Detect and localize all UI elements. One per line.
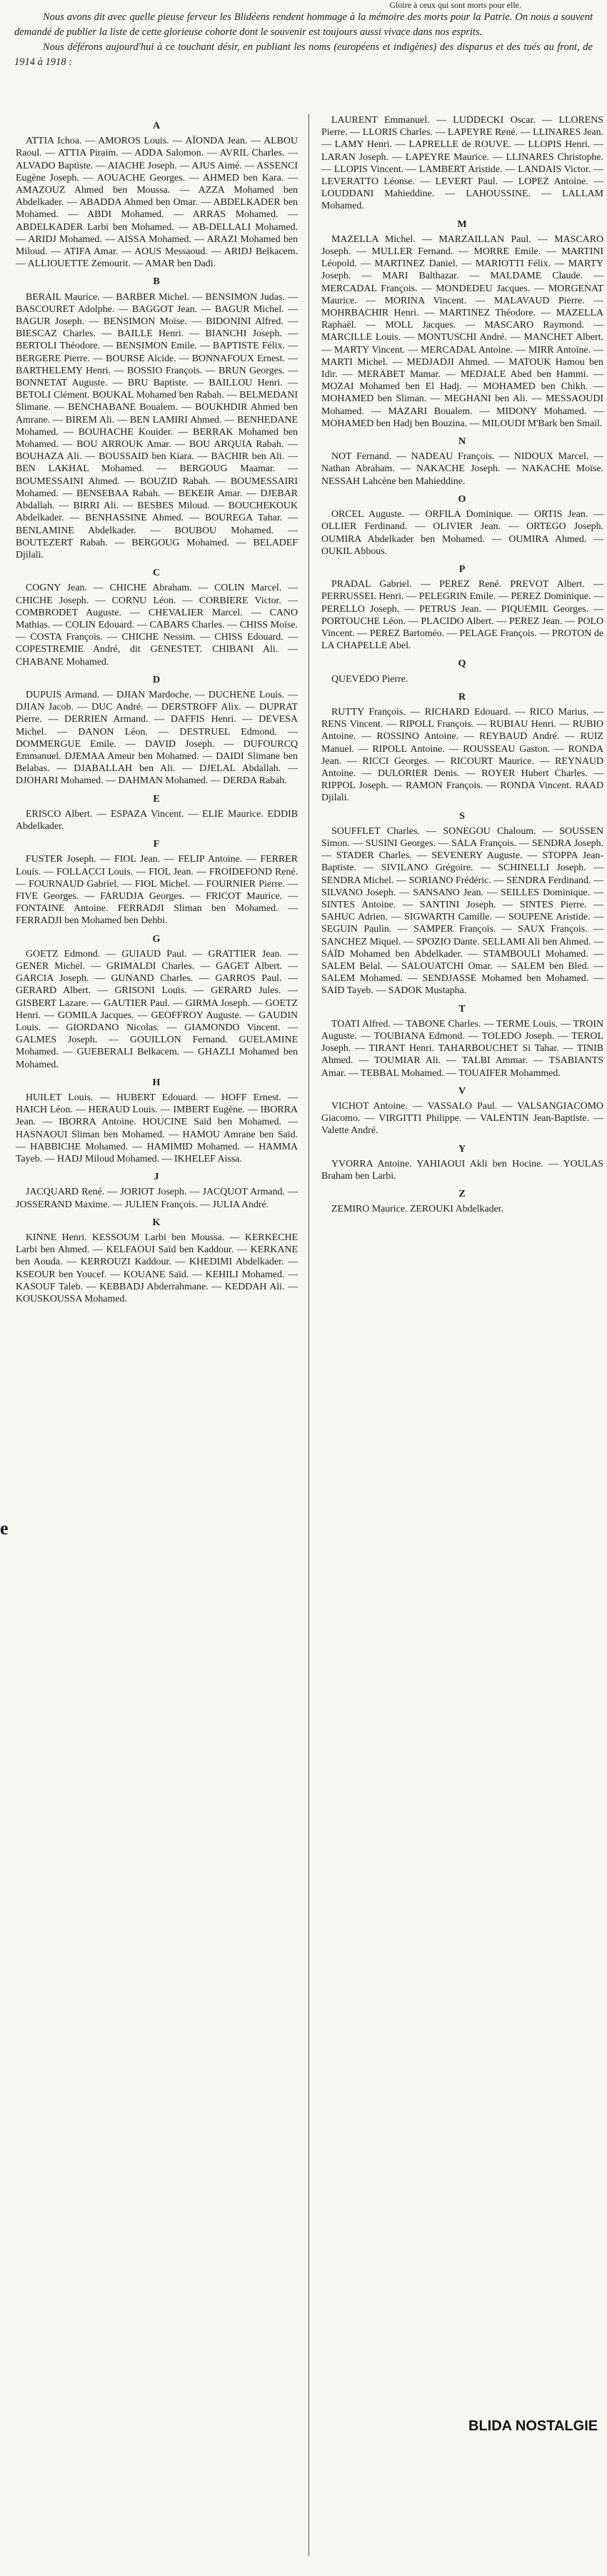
- column-divider: [308, 114, 309, 2556]
- section-letter-m: M: [457, 218, 468, 230]
- section-letter-g: G: [152, 933, 161, 945]
- header-text: Gloire à ceux qui sont morts pour elle.: [389, 0, 521, 10]
- section-names-b: BERAIL Maurice. — BARBER Michel. — BENSIMON Judas. — BASCOURET Adolphe. — BAGGOT Jean. — BAGUR Michel. — BAGUR Joseph. — BENSIMON Moïse. — BIDONINI Alfred. — BIESCAZ Charles. — BAILLE Henri. — BIANCHI Joseph. — BERTOLI Théodore. — BENSIMON Emile. — BAPTISTE Félix. — BERGERE Pierre. — BOURSE Alcide. — BONNAFOUX Ernest. — BARTHELEMY Henri. — BOSSIO François. — BRUN Georges. — BONNETAT Auguste. — BRU Baptiste. — BAILLOU Henri. — BETOLI Clément. BOUKAL Mohamed ben Rabah. — BELMEDANI Slimane. — BENCHABANE Boualem. — BOUKHDIR Ahmed ben Amrane. — BIREM Ali. — BEN LAMIRI Ahmed. — BENHEDANE Mohamed. — BOUHACHE Kouider. — BERRAK Mohamed ben Mohamed. — BOU ARROUK Amar. — BOU ARQUIA Rabah. — BOUHAZA Ali. — BOUSSAID ben Kiara. — BACHIR ben Ali. — BEN LAKHAL Mohamed. — BERGOUG Maamar. — BOUMESSAINI Ahmed. — BOUZID Rabah. — BOUMESSAIRI Mohamed. — BENSEBAA Rabah. — BEKEIR Amar. — DJEBAR Abdallah. — BIRRI Ali. — BESBES Miloud. — BOUCHEKOUK Abdelkader. — BENHASSINE Ahmed. — BOUREGA Tahar. — BENLAMINE Abdelkader. — BOUBOU Mohamed. — BOUTEZERT Rabah. — BERGOUG Mohamed. — BELADEF Djilali.: [16, 291, 298, 560]
- section-t: [321, 1003, 603, 1080]
- section-names-h: HUILET Louis. — HUBERT Edouard. — HOFF Ernest. — HAICH Léon. — HERAUD Louis. — IMBERT Eugène. — IBORRA Jean. — IBORRA Antoine. HOUCINE Saïd ben Mohamed. — HASNAOUI Sliman ben Mohamed. — HAMOU Amrane ben Saïd. — HABBICHE Mohamed. — HAMIMID Mohamed. — HAMMA Tayeb. — HADJ Miloud Mohamed. — IKHELEF Aissa.: [16, 1092, 298, 1165]
- section-y: [321, 1143, 603, 1183]
- section-letter-z: Z: [458, 1189, 466, 1200]
- section-letter-y: Y: [458, 1143, 467, 1154]
- section-z: [321, 1188, 603, 1215]
- section-o: [321, 493, 603, 558]
- section-h: [16, 1077, 298, 1165]
- right-column: [321, 114, 603, 1216]
- section-letter-k: K: [152, 1217, 161, 1228]
- section-a: [16, 120, 298, 270]
- section-q: [321, 658, 603, 685]
- left-column: [16, 114, 298, 1305]
- section-names-g: GOETZ Edmond. — GUIAUD Paul. — GRATTIER Jean. — GENER Michel. — GRIMALDI Charles. — GAGET Albert. — GARCIA Joseph. — GUNAND Charles. — GARROS Paul. — GERARD Albert. — GRISONI Louis. — GERARD Jules. — GISBERT Lazare. — GAUTIER Paul. — GIRMA Joseph. — GOETZ Henri. — GOMILA Jacques. — GEOFFROY Auguste. — GAUDIN Louis. — GIORDANO Nicolas. — GIAMONDO Vincent. — GALMES Joseph. — GOUILLON Fernand. GUELAMINE Mohamed. — GUEBERALI Belkacem. — GHAZLI Mohamed ben Mohamed.: [16, 948, 298, 1070]
- section-e: [16, 793, 298, 833]
- intro-paragraph-2: Nous déférons aujourd'hui à ce touchant désir, en publiant les noms (européens et indigènes) des disparus et des tués au front, de 1914 à 1918 :: [14, 41, 593, 68]
- section-letter-a: A: [152, 121, 161, 131]
- section-names-r: RUTTY François. — RICHARD Edouard. — RICO Marius. — RENS Vincent. — RIPOLL François. — RUBIAU Henri. — RUBIO Antoine. — ROSSINO Antoine. — REYBAUD André. — RUIZ Manuel. — RIPOLL Antoine. — ROUSSEAU Gaston. — RONDA Jean. — RICCI Georges. — RICOURT Maurice. — REYNAUD Antoine. — DULORIER Denis. — ROYER Hubert Charles. — RIPPOL Joseph. — RAMON François. — RONDA Vincent. RAAD Djilali.: [321, 706, 603, 804]
- section-letter-f: F: [153, 839, 161, 850]
- section-d: [16, 674, 298, 788]
- section-names-n: NOT Fernand. — NADEAU François. — NIDOUX Marcel. — Nathan Abraham. — NAKACHE Joseph. — NAKACHE Moïse. NESSAH Lahcène ben Mahieddine.: [321, 451, 603, 487]
- section-p: [321, 563, 603, 652]
- section-letter-e: E: [153, 793, 161, 805]
- section-names-k: KINNE Henri. KESSOUM Larbi ben Moussa. — KERKECHE Larbi ben Ahmed. — KELFAOUI Saïd ben Kaddour. — KERKANE ben Aouda. — KERROUZI Kaddour. — KHEDIMI Abdelkader. — KSEOUR ben Youcef. — KOUANE Saïd. — KEHILI Mohamed. — KASOUF Taleb. — KEBBADJ Abderrahmane. — KEDDAH Ali. — KOUSKOUSSA Mohamed.: [16, 1232, 298, 1305]
- section-names-l: LAURENT Emmanuel. — LUDDECKI Oscar. — LLORENS Pierre. — LLORIS Charles. — LAPEYRE René. — LLINARES Jean. — LAMY Henri. — LAPRELLE de ROUVE. — LLOPIS Henri. — LARAN Joseph. — LAPEYRE Maurice. — LLINARES Christophe. — LLOPIS Vincent. — LAMBERT Aristide. — LANDAIS Victor. — LEVERATTO Léonse. — LEVERT Paul. — LOPEZ Antoine. — LOUDDANI Mahieddine. — LAHOUSSINE. — LALLAM Mohamed.: [321, 115, 603, 212]
- section-names-p: PRADAL Gabriel. — PEREZ René. PREVOT Albert. — PERRUSSEL Henri. — PELEGRIN Emile. — PEREZ Dominique. — PERELLO Joseph. — PETRUS Jean. — PIQUEMIL Georges. — PORTOUCHE Léon. — PLACIDO Albert. — PEREZ Jean. — POLO Vincent. — PEREZ Bartoméo. — PELAGE François. — PROTON de LA CHAPELLE Abel.: [321, 579, 603, 652]
- section-names-s: SOUFFLET Charles. — SONEGOU Chaloum. — SOUSSEN Simon. — SUSINI Georges. — SALA François. — SENDRA Joseph. — STADER Charles. — SEVENERY Auguste. — STOPPA Jean-Baptiste. — SIVILANO Grégoire. — SCHINELLI Joseph. — SENDRA Michel. — SORIANO Frédéric. — SENDRA Ferdinand. — SILVANO Joseph. — SANSANO Jean. — SEILLES Dominique. — SINTES Antoine. — SANTINI Joseph. — SINTES Pierre. — SAHUC Adrien. — SIGWARTH Camille. — SOUPENE Aristide. — SEGUIN Paulin. — SAMPER François. — SAUX François. — SANCHEZ Miquel. — SPOZIO Dante. SELLAMI Ali ben Ahmed. — SAÏD Mohamed ben Abdelkader. — STAMBOULI Mohamed. — SALEM Belal. — SALOUATCHI Omar. — SALEM ben Bled. — SALEM Mohamed. — SENDJASSE Mohamed ben Mohamed. — SAID Tayeb. — SADOK Mustapha.: [321, 825, 603, 997]
- section-names-d: DUPUIS Armand. — DJIAN Mardoche. — DUCHENE Louis. — DJIAN Jacob. — DUC André. — DERSTROFF Alix. — DUPRAT Pierre. — DERRIEN Armand. — DAFFIS Henri. — DEVESA Michel. — DANON Léon. — DESTRUEL Edmond. — DOMMERGUE Emile. — DAVID Joseph. — DUFOURCQ Emmanuel. DJEMAA Ameur ben Mohamed. — DAIDI Slimane ben Belabas. — DJABALLAH ben Ali. — DJELAL Abdallah. — DJOHARI Mohamed. — DAHMAN Mohamed. — DERDA Rabah.: [16, 689, 298, 787]
- section-letter-c: C: [152, 568, 161, 579]
- section-names-q: QUEVEDO Pierre.: [331, 673, 408, 685]
- section-names-e: ERISCO Albert. — ESPAZA Vincent. — ELIE Maurice. EDDIB Abdelkader.: [16, 808, 298, 832]
- section-v: [321, 1085, 603, 1137]
- section-l: [321, 114, 603, 213]
- section-r: [321, 691, 603, 805]
- section-letter-s: S: [459, 810, 466, 822]
- section-letter-d: D: [152, 674, 161, 685]
- section-names-z: ZEMIRO Maurice. ZEROUKI Abdelkader.: [331, 1204, 504, 1215]
- section-names-t: TOATI Alfred. — TABONE Charles. — TERME Louis. — TROIN Auguste. — TOUBIANA Edmond. — TOLEDO Joseph. — TEROL Joseph. — TIRANT Henri. TAHARBOUCHET Si Tahar. — TINIB Ahmed. — TOUMIAR Ali. — TALBI Ammar. — TSABIANTS Amar. — TEBBAL Mohamed. — TOUAIFER Mohammed.: [321, 1018, 603, 1079]
- section-names-y: YVORRA Antoine. YAHIAOUI Akli ben Hocine. — YOULAS Braham ben Larbi.: [321, 1158, 603, 1182]
- section-names-v: VICHOT Antoine. — VASSALO Paul. — VALSANGIACOMO Giacomo. — VIRGITTI Philippe. — VALENTIN Jean-Baptiste. — Valette André.: [321, 1101, 603, 1137]
- section-letter-r: R: [458, 691, 467, 703]
- section-names-f: FUSTER Joseph. — FIOL Jean. — FELIP Antoine. — FERRER Louis. — FOLLACCI Louis. — FIOL Jean. — FROIDEFOND René. — FOURNAUD Gabriel. — FIOL Michel. — FOURNIER Pierre. — FIVE Georges. — FARUDJA Georges. — FRICOT Maurice. — FONTAINE Antoine. FERRADJI Sliman ben Mohamed. — FERRADJI ben Mohamed ben Dehbi.: [16, 854, 298, 927]
- header-line: [0, 0, 607, 10]
- section-s: [321, 810, 603, 997]
- watermark-stamp: BLIDA NOSTALGIE: [464, 2417, 602, 2436]
- section-k: [16, 1217, 298, 1305]
- section-letter-o: O: [458, 493, 467, 505]
- section-names-a: ATTIA Ichoa. — AMOROS Louis. — AÏONDA Jean. — ALBOU Raoul. — ATTIA Piraim. — ADDA Salomon. — AVRIL Charles. — ALVADO Baptiste. — AIACHE Joseph. — AJUS Aimé. — ASSENCI Eugène Joseph. — AOUACHE Georges. — AHMED ben Kara. — AMAZOUZ Ahmed ben Moussa. — AZZA Mohamed ben Abdelkader. — ABADDA Ahmed ben Omar. — ABDELKADER ben Mohamed. — ABDI Mohamed. — ARRAS Mohamed. — ABDELKADER Larbi ben Mohamed. — AB-DELLALI Mohamed. — ARIDJ Mohamed. — AISSA Mohamed. — ARAZI Mohamed ben Miloud. — ATIFA Amar. — AOUS Messaoud. — ARIDJ Belkacem. — ALLIOUETTE Zemourit. — AMAR ben Dadi.: [16, 136, 298, 270]
- section-f: [16, 838, 298, 927]
- section-names-m: MAZELLA Michel. — MARZAILLAN Paul. — MASCARO Joseph. — MULLER Fernand. — MORRE Emile. — MARTINI Léopold. — MARTINEZ Daniel. — MARIOTTI Félix. — MARTY Joseph. — MARI Balthazar. — MALDAME Claude. — MERCADAL François. — MONDEDEU Jacques. — MORGENAT Maurice. — MORINA Vincent. — MALAVAUD Pierre. — MOHRBACHIR Henri. — MARTINEZ Théodore. — MAZELLA Raphaël. — MOLL Jacques. — MASCARO Raymond. — MARCILLE Louis. — MONTUSCHI André. — MANCHET Albert. — MARTY Vincent. — MERCADAL Antoine. — MIRR Antoine. — MARTI Michel. — MEDJADJI Ahmed. — MATOUK Hamou ben Idir. — MERABET Mamar. — MEDJALE Abed ben Hammi. — MOZAI Mohamed ben El Hadj. — MOHAMED ben Chikh. — MOHAMED ben Sliman. — MEGHANI ben Ali. — MESSAOUDI Mohamed. — MAZARI Boualem. — MIDONY Mohamed. — MOHAMED ben Hadj ben Bouzina. — MILOUDI M'Bark ben Smail.: [321, 233, 603, 429]
- margin-fragment: e: [0, 1518, 9, 1539]
- section-n: [321, 436, 603, 488]
- section-names-c: COGNY Jean. — CHICHE Abraham. — COLIN Marcel. — CHICHE Joseph. — CORNU Léon. — CORBIERE Victor. — COMBRODET Auguste. — CHEVALIER Marcel. — CANO Mathias. — COLIN Edouard. — CABARS Charles. — CHISS Moïse. — COSTA François. — CHICHE Nessim. — CHISS Edouard. — COPESTREMIE André, dit GENESTET. CHIBANI Ali. — CHABANE Mohamed.: [16, 583, 298, 668]
- section-letter-b: B: [153, 276, 161, 288]
- section-letter-q: Q: [458, 658, 467, 670]
- section-letter-n: N: [458, 436, 467, 448]
- section-letter-t: T: [458, 1003, 466, 1015]
- section-letter-p: P: [458, 563, 466, 575]
- section-letter-h: H: [152, 1077, 161, 1088]
- intro-text: [14, 10, 593, 70]
- section-names-j: JACQUARD René. — JORIOT Joseph. — JACQUOT Armand. — JOSSERAND Maxime. — JULIEN François. — JULIA André.: [16, 1187, 298, 1210]
- section-letter-v: V: [458, 1085, 467, 1097]
- section-j: [16, 1171, 298, 1211]
- section-b: [16, 276, 298, 561]
- section-names-o: ORCEL Auguste. — ORFILA Dominique. — ORTIS Jean. — OLLIER Ferdinand. — OLIVIER Jean. — ORTEGO Joseph. OUMIRA Abdelkader ben Mohamed. — OUMIRA Ahmed. — OUKIL Abbous.: [321, 509, 603, 557]
- intro-paragraph-1: Nous avons dit avec quelle pieuse ferveur les Blidéens rendent hommage à la mémoire des morts pour la Patrie. On nous a souvent demandé de publier la liste de cette glorieuse cohorte dont le souvenir est toujours aussi vivace dans nos esprits.: [14, 11, 593, 38]
- section-c: [16, 567, 298, 668]
- section-m: [321, 218, 603, 430]
- section-letter-j: J: [154, 1172, 160, 1183]
- section-g: [16, 933, 298, 1071]
